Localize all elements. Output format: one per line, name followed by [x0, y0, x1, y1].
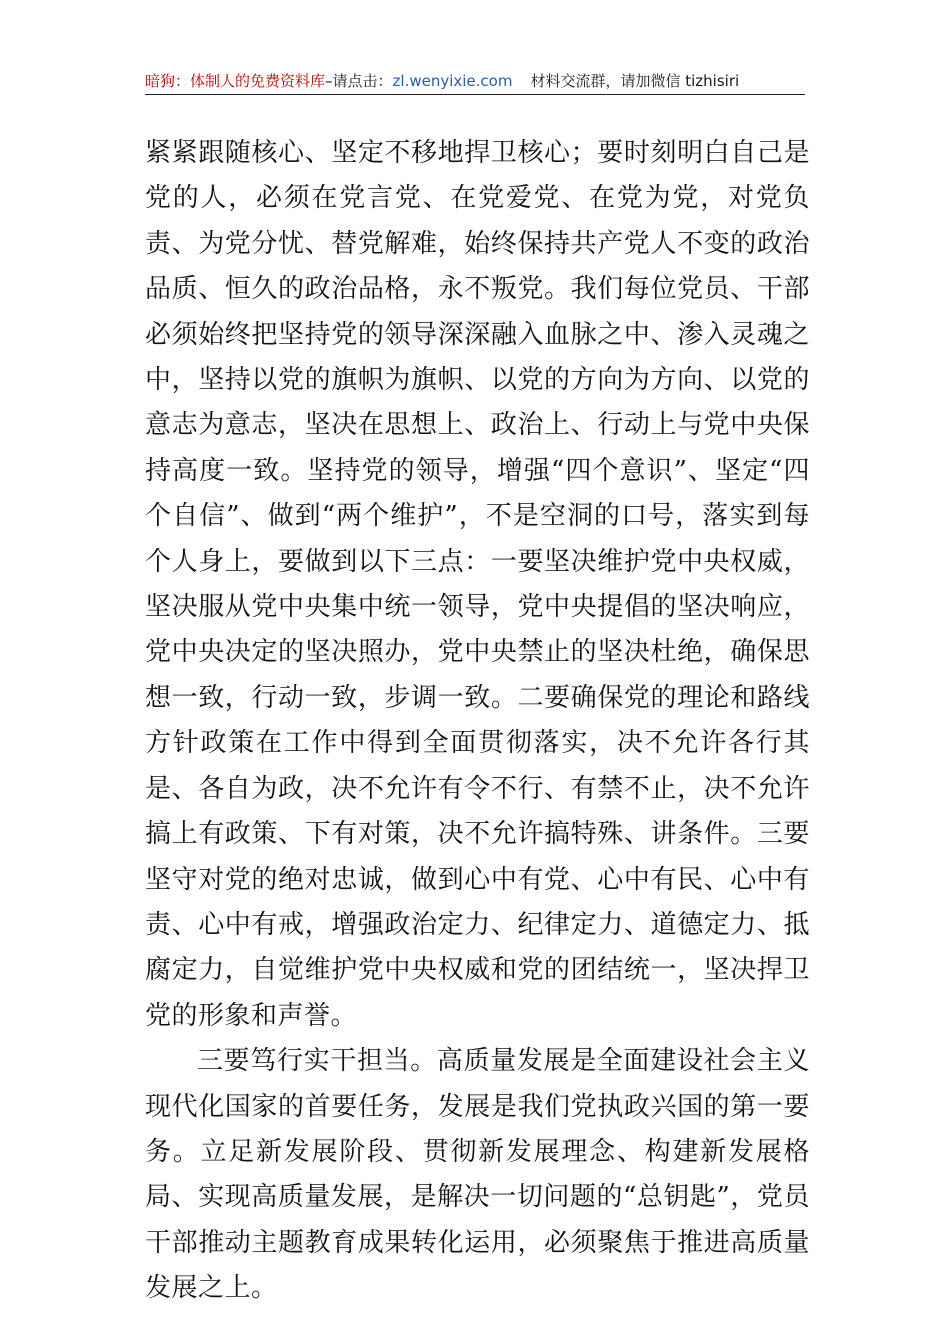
body-paragraph: 紧紧跟随核心、坚定不移地捍卫核心；要时刻明白自己是党的人，必须在党言党、在党爱党、在党为党，对党负责、为党分忧、替党解难，始终保持共产党人不变的政治品质、恒久的政治品格，永不叛党。我们每位党员、干部必须始终把坚持党的领导深深融入血脉之中、渗入灵魂之中，坚持以党的旗帜为旗帜、以党的方向为方向、以党的意志为意志，坚决在思想上、政治上、行动上与党中央保持高度一致。坚持党的领导，增强“四个意识”、坚定“四个自信”、做到“两个维护”，不是空洞的口号，落实到每个人身上，要做到以下三点：一要坚决维护党中央权威，坚决服从党中央集中统一领导，党中央提倡的坚决响应，党中央决定的坚决照办，党中央禁止的坚决杜绝，确保思想一致，行动一致，步调一致。二要确保党的理论和路线方针政策在工作中得到全面贯彻落实，决不允许各行其是、各自为政，决不允许有令不行、有禁不止，决不允许搞上有政策、下有对策，决不允许搞特殊、讲条件。三要坚守对党的绝对忠诚，做到心中有党、心中有民、心中有责、心中有戒，增强政治定力、纪律定力、道德定力、抵腐定力，自觉维护党中央权威和党的团结统一，坚决捍卫党的形象和声誉。 — [145, 138, 810, 1031]
header-brand: 暗狗：体制人的免费资料库 — [145, 72, 326, 90]
body-paragraph: 三要笃行实干担当。高质量发展是全面建设社会主义现代化国家的首要任务，发展是我们党执政兴国的第一要务。立足新发展阶段、贯彻新发展理念、构建新发展格局、实现高质量发展，是解决一切问题的“总钥匙”，党员干部推动主题教育成果转化运用，必须聚焦于推进高质量发展之上。 — [145, 1046, 810, 1304]
header-prompt: –请点击： — [325, 72, 393, 90]
document-body — [145, 131, 810, 1312]
header-wechat-note: 材料交流群，请加微信 tizhisiri — [530, 72, 740, 90]
header-link[interactable]: zl.wenyixie.com — [392, 72, 513, 90]
page-header — [145, 70, 805, 95]
